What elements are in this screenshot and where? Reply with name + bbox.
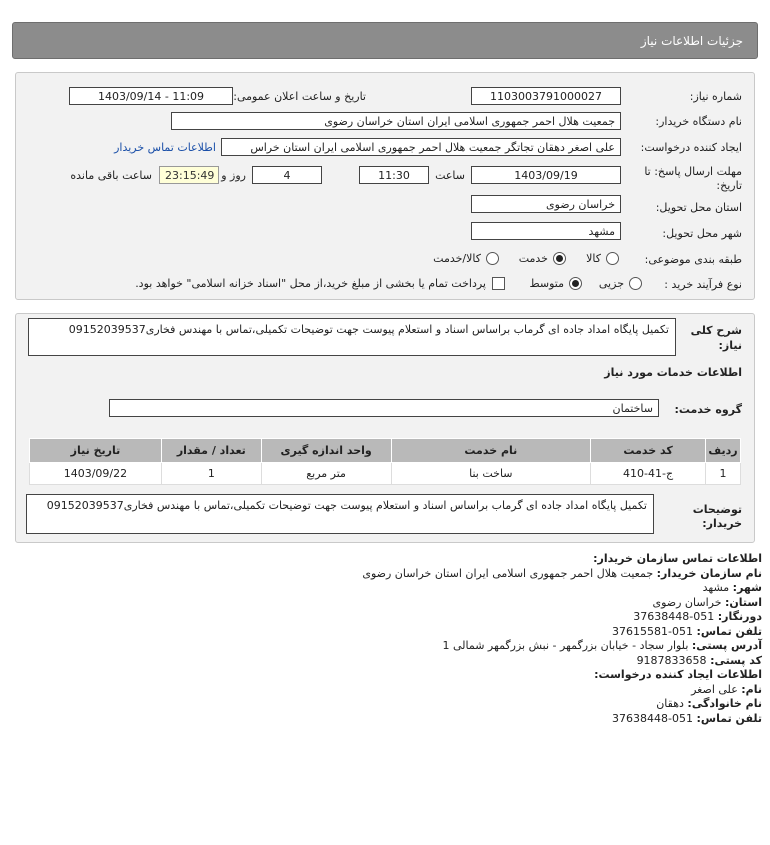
category-goods-radio[interactable] xyxy=(606,252,619,265)
col-name: نام خدمت xyxy=(391,439,591,463)
cell-name: ساخت بنا xyxy=(391,463,591,485)
days-field: 4 xyxy=(252,166,322,184)
buyer-notes-label-line1: توضیحات xyxy=(692,503,742,516)
process-label: نوع فرآیند خرید : xyxy=(664,278,742,291)
process-minor-radio[interactable] xyxy=(629,277,642,290)
buyer-notes-label-line2: خریدار: xyxy=(702,517,742,530)
process-medium-label: متوسط xyxy=(529,277,564,290)
need-description-panel xyxy=(15,313,755,543)
process-minor-label: جزیی xyxy=(598,277,624,290)
contact-org: جمعیت هلال احمر جمهوری اسلامی ایران استان خراسان رضوی xyxy=(362,566,654,580)
deadline-date-label: تاریخ: xyxy=(716,179,742,192)
contact-fax: 051-37638448 xyxy=(633,610,715,623)
province-field: خراسان رضوی xyxy=(471,195,621,213)
cell-date: 1403/09/22 xyxy=(30,463,162,485)
contact-org-label: نام سازمان خریدار: xyxy=(656,566,762,580)
creator-last-name: دهقان xyxy=(656,697,684,710)
treasury-payment-checkbox[interactable] xyxy=(492,277,505,290)
deadline-date-field: 1403/09/19 xyxy=(471,166,621,184)
page-title: جزئیات اطلاعات نیاز xyxy=(640,34,743,48)
services-title: اطلاعات خدمات مورد نیاز xyxy=(604,366,742,379)
service-group-field: ساختمان xyxy=(109,399,659,417)
creator-first-name-label: نام: xyxy=(741,682,762,696)
province-label: استان محل تحویل: xyxy=(655,201,742,214)
category-label: طبقه بندی موضوعی: xyxy=(644,253,742,266)
deadline-label: مهلت ارسال پاسخ: تا xyxy=(644,165,742,178)
time-label: ساعت xyxy=(435,169,465,182)
process-medium-radio[interactable] xyxy=(569,277,582,290)
col-date: تاریخ نیاز xyxy=(30,439,162,463)
table-row xyxy=(30,463,741,485)
contact-city-label: شهر: xyxy=(732,581,762,594)
contact-title: اطلاعات تماس سازمان خریدار: xyxy=(593,552,762,565)
buyer-notes-field: تکمیل پایگاه امداد جاده ای گرماب براساس اسناد و استعلام پیوست جهت توضیحات تکمیلی،تماس با مهندس فخاری09152039537 xyxy=(26,494,654,534)
buyer-contact-link[interactable]: اطلاعات تماس خریدار xyxy=(114,141,216,154)
contact-phone-label: تلفن تماس: xyxy=(696,624,762,638)
contact-address: بلوار سجاد - خیابان بزرگمهر - نبش بزرگمهر شمالی 1 xyxy=(442,639,689,652)
category-goods-service-label: کالا/خدمت xyxy=(433,252,481,265)
creator-phone-label: تلفن تماس: xyxy=(696,711,762,725)
cell-unit: متر مربع xyxy=(261,463,391,485)
cell-code: ج-41-410 xyxy=(591,463,706,485)
contact-postal-label: کد پستی: xyxy=(710,653,762,667)
category-service-radio[interactable] xyxy=(553,252,566,265)
col-code: کد خدمت xyxy=(591,439,706,463)
col-unit: واحد اندازه گیری xyxy=(261,439,391,463)
buyer-org-field: جمعیت هلال احمر جمهوری اسلامی ایران استان خراسان رضوی xyxy=(171,112,621,130)
need-info-panel xyxy=(15,72,755,300)
contact-fax-label: دورنگار: xyxy=(717,610,762,623)
contact-phone: 051-37615581 xyxy=(612,624,694,638)
buyer-contact-info xyxy=(22,552,762,726)
summary-field: تکمیل پایگاه امداد جاده ای گرماب براساس اسناد و استعلام پیوست جهت توضیحات تکمیلی،تماس با مهندس فخاری09152039537 xyxy=(28,318,676,356)
deadline-time-field: 11:30 xyxy=(359,166,429,184)
treasury-payment-note: پرداخت تمام یا بخشی از مبلغ خرید،از محل "اسناد خزانه اسلامی" خواهد بود. xyxy=(135,277,486,290)
table-header-row xyxy=(30,439,741,463)
contact-address-label: آدرس پستی: xyxy=(691,639,762,652)
remaining-time-field: 23:15:49 xyxy=(159,166,219,184)
need-number-label: شماره نیاز: xyxy=(689,90,742,103)
city-label: شهر محل تحویل: xyxy=(662,227,742,240)
contact-postal: 9187833658 xyxy=(636,653,707,667)
remaining-label: ساعت باقی مانده xyxy=(70,169,152,182)
service-group-label: گروه خدمت: xyxy=(674,403,742,416)
cell-quantity: 1 xyxy=(161,463,261,485)
creator-field: علی اصغر دهقان تجاتگر جمعیت هلال احمر جمهوری اسلامی ایران استان خراس xyxy=(221,138,621,156)
days-label: روز و xyxy=(221,169,246,182)
buyer-org-label: نام دستگاه خریدار: xyxy=(655,115,742,128)
announce-label: تاریخ و ساعت اعلان عمومی: xyxy=(233,90,366,103)
creator-first-name: علی اصغر xyxy=(691,682,738,696)
category-goods-label: کالا xyxy=(586,252,601,265)
summary-label-line1: شرح کلی xyxy=(690,324,742,337)
services-table xyxy=(29,438,741,485)
category-goods-service-radio[interactable] xyxy=(486,252,499,265)
category-service-label: خدمت xyxy=(518,252,548,265)
contact-province: خراسان رضوی xyxy=(652,595,722,609)
need-number-field: 1103003791000027 xyxy=(471,87,621,105)
announce-field: 1403/09/14 - 11:09 xyxy=(69,87,233,105)
page-header xyxy=(12,22,758,59)
creator-label: ایجاد کننده درخواست: xyxy=(640,141,742,154)
col-quantity: تعداد / مقدار xyxy=(161,439,261,463)
contact-province-label: استان: xyxy=(725,595,762,609)
creator-info-title: اطلاعات ایجاد کننده درخواست: xyxy=(594,668,762,681)
creator-last-name-label: نام خانوادگی: xyxy=(687,697,762,710)
city-field: مشهد xyxy=(471,222,621,240)
summary-label-line2: نیاز: xyxy=(718,339,742,352)
contact-city: مشهد xyxy=(702,581,730,594)
creator-phone: 051-37638448 xyxy=(612,711,694,725)
col-row: ردیف xyxy=(706,439,741,463)
cell-row: 1 xyxy=(706,463,741,485)
